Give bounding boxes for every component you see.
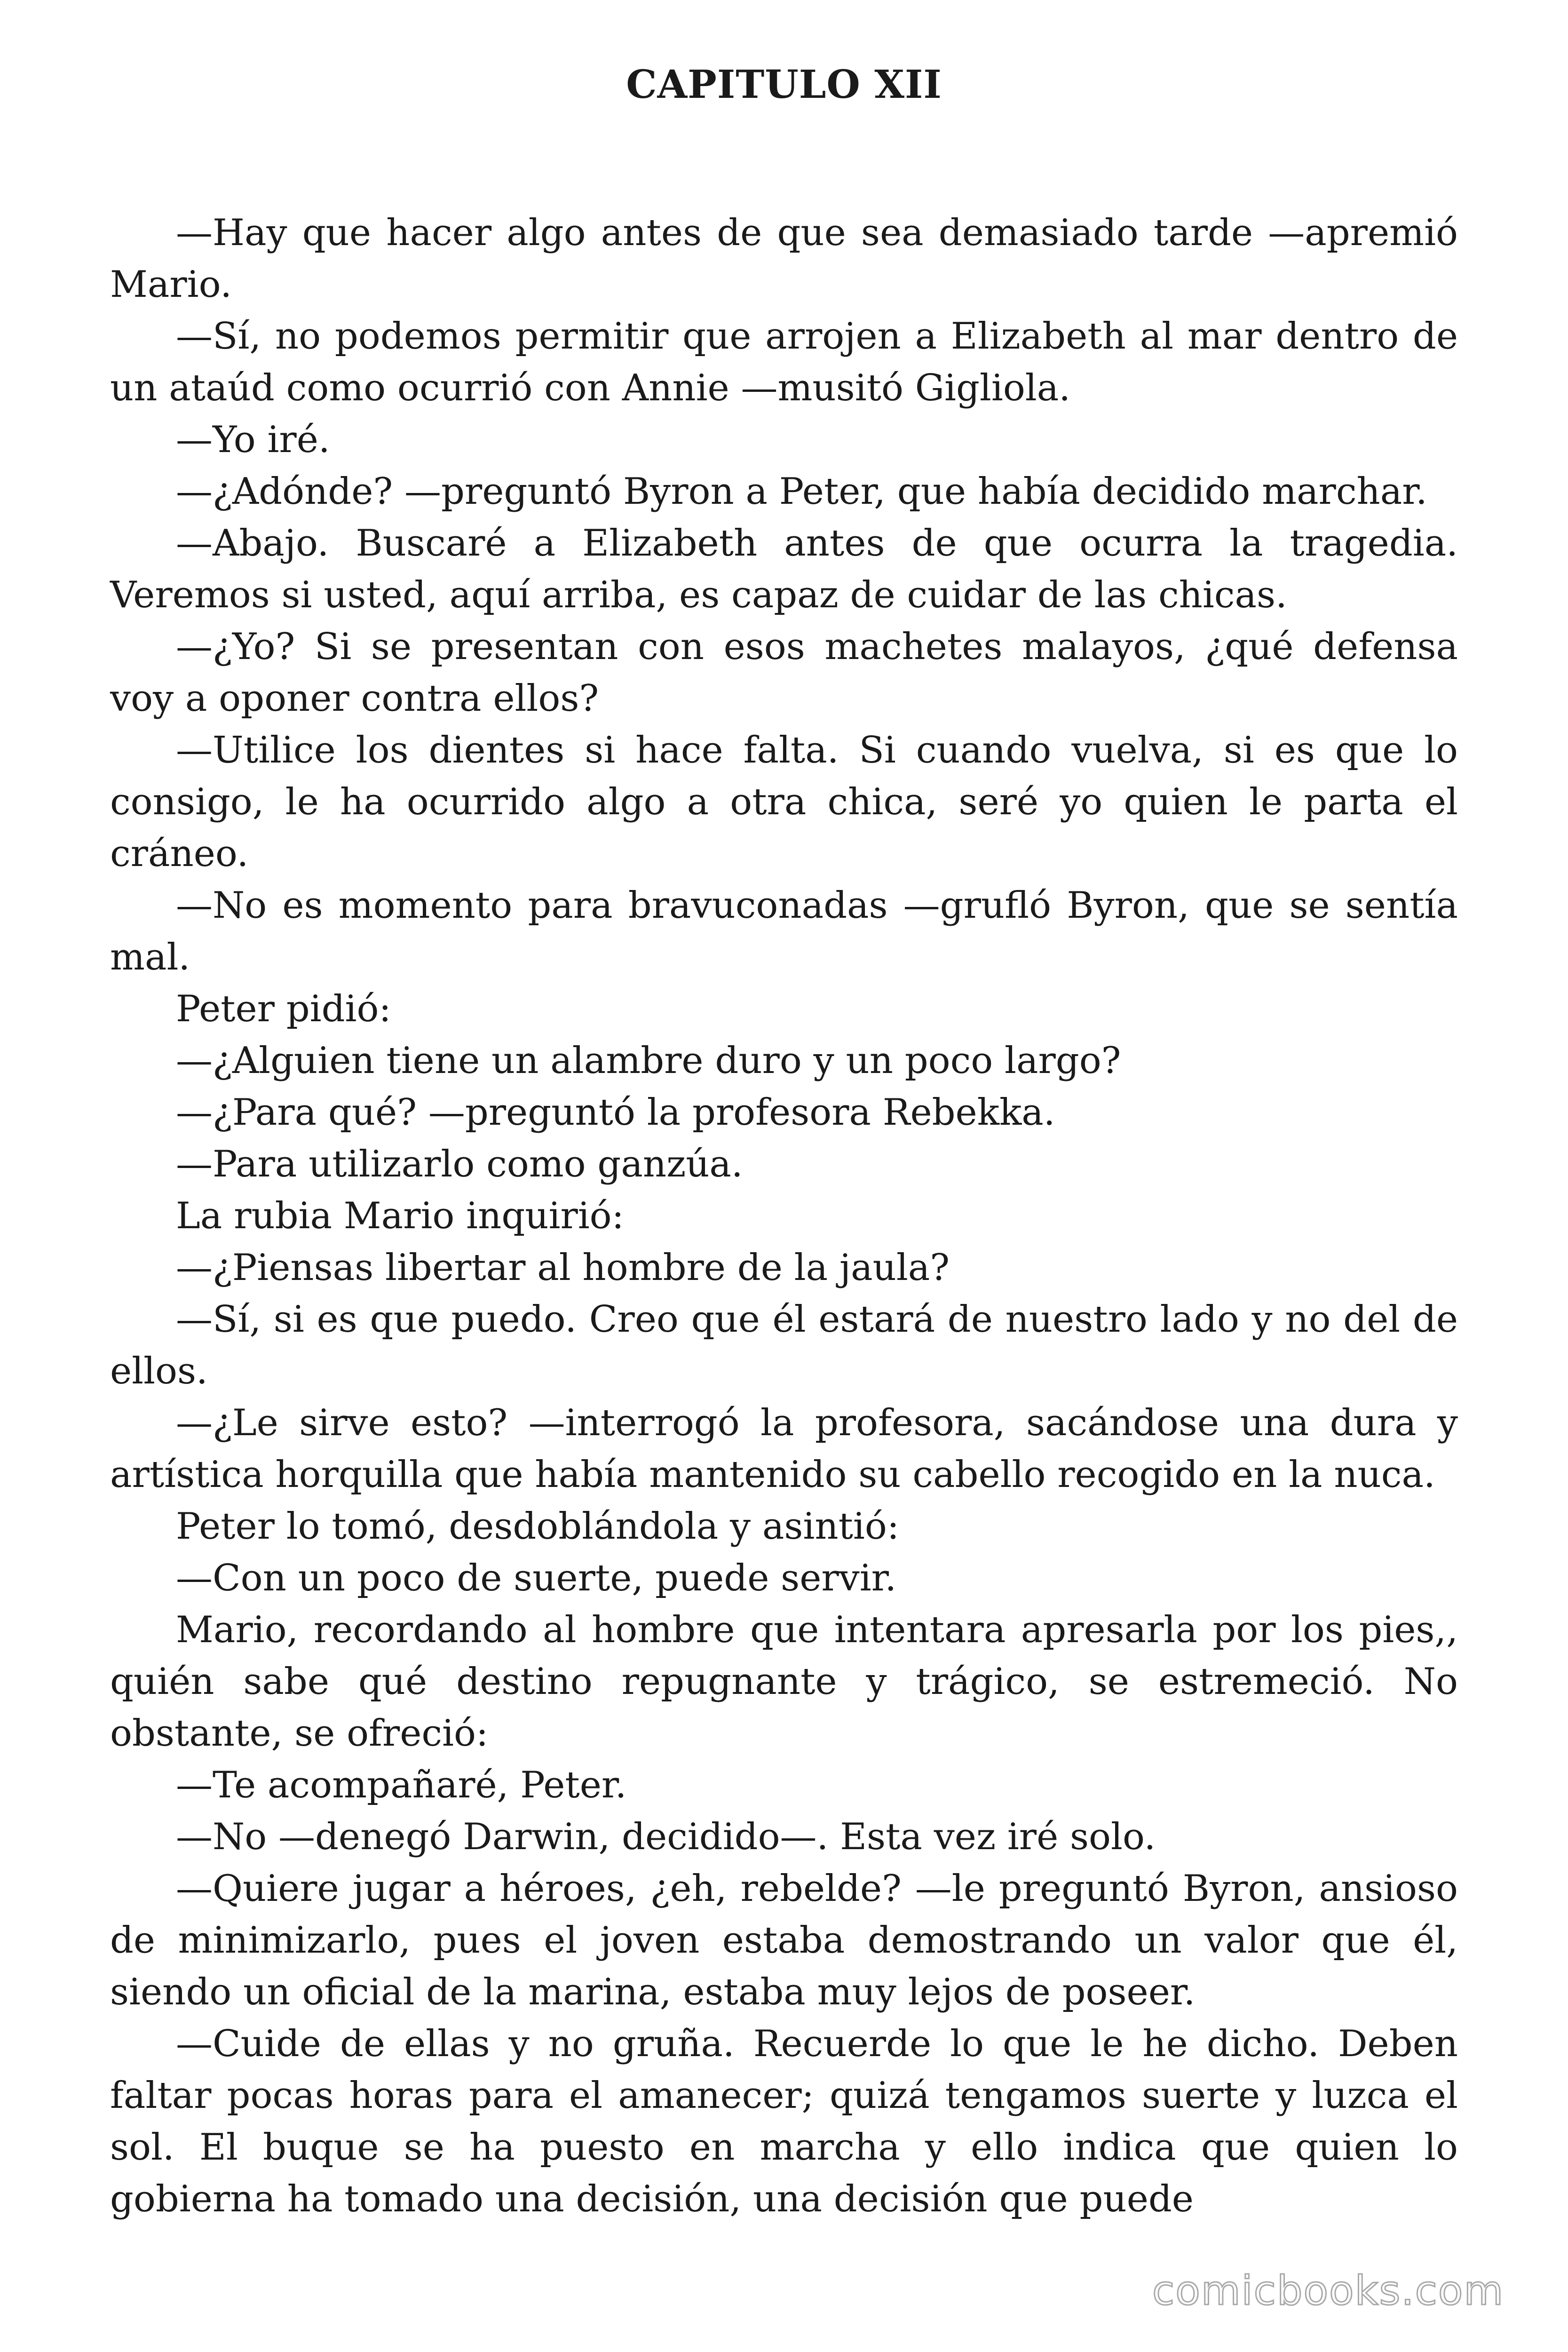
chapter-body — [110, 207, 1458, 2225]
paragraph: —Hay que hacer algo antes de que sea demasiado tarde —apremió Mario. — [110, 212, 1458, 306]
paragraph: —Con un poco de suerte, puede servir. — [176, 1557, 897, 1599]
watermark-logo: comicbooks.com — [1152, 2267, 1505, 2314]
paragraph: —¿Alguien tiene un alambre duro y un poco largo? — [176, 1040, 1121, 1082]
paragraph: —¿Para qué? —preguntó la profesora Rebekka. — [176, 1091, 1055, 1134]
paragraph: —Para utilizarlo como ganzúa. — [176, 1143, 743, 1185]
paragraph: —Utilice los dientes si hace falta. Si cuando vuelva, si es que lo consigo, le ha ocurrido algo a otra chica, seré yo quien le parta el cráneo. — [110, 729, 1458, 875]
chapter-title: CAPITULO XII — [626, 62, 942, 107]
paragraph: —Sí, no podemos permitir que arrojen a Elizabeth al mar dentro de un ataúd como ocurrió con Annie —musitó Gigliola. — [110, 315, 1458, 409]
paragraph: —Abajo. Buscaré a Elizabeth antes de que ocurra la tragedia. Veremos si usted, aquí arriba, es capaz de cuidar de las chicas. — [110, 522, 1458, 616]
paragraph: —Sí, si es que puedo. Creo que él estará de nuestro lado y no del de ellos. — [110, 1298, 1458, 1392]
paragraph: —No —denegó Darwin, decidido—. Esta vez iré solo. — [176, 1816, 1156, 1858]
paragraph: —¿Piensas libertar al hombre de la jaula? — [176, 1247, 950, 1289]
paragraph: —No es momento para bravuconadas —grufló Byron, que se sentía mal. — [110, 884, 1458, 978]
paragraph: —Te acompañaré, Peter. — [176, 1764, 627, 1806]
paragraph: Peter pidió: — [176, 988, 391, 1030]
paragraph: —¿Le sirve esto? —interrogó la profesora, sacándose una dura y artística horquilla que había mantenido su cabello recogido en la nuca. — [110, 1402, 1458, 1496]
paragraph: —Quiere jugar a héroes, ¿eh, rebelde? —le preguntó Byron, ansioso de minimizarlo, pues el joven estaba demostrando un valor que él, siendo un oficial de la marina, estaba muy lejos de poseer. — [110, 1867, 1458, 2013]
paragraph: Peter lo tomó, desdoblándola y asintió: — [176, 1505, 900, 1548]
paragraph: —¿Adónde? —preguntó Byron a Peter, que había decidido marchar. — [176, 470, 1427, 513]
paragraph: La rubia Mario inquirió: — [176, 1195, 624, 1237]
paragraph: Mario, recordando al hombre que intentara apresarla por los pies,, quién sabe qué destino repugnante y trágico, se estremeció. No obstante, se ofreció: — [110, 1609, 1458, 1755]
paragraph: —¿Yo? Si se presentan con esos machetes malayos, ¿qué defensa voy a oponer contra ellos? — [110, 626, 1458, 720]
paragraph: —Yo iré. — [176, 419, 330, 461]
paragraph: —Cuide de ellas y no gruña. Recuerde lo que le he dicho. Deben faltar pocas horas para el amanecer; quizá tengamos suerte y luzca el sol. El buque se ha puesto en marcha y ello indica que quien lo gobierna ha tomado una decisión, una decisión que puede — [110, 2023, 1458, 2220]
